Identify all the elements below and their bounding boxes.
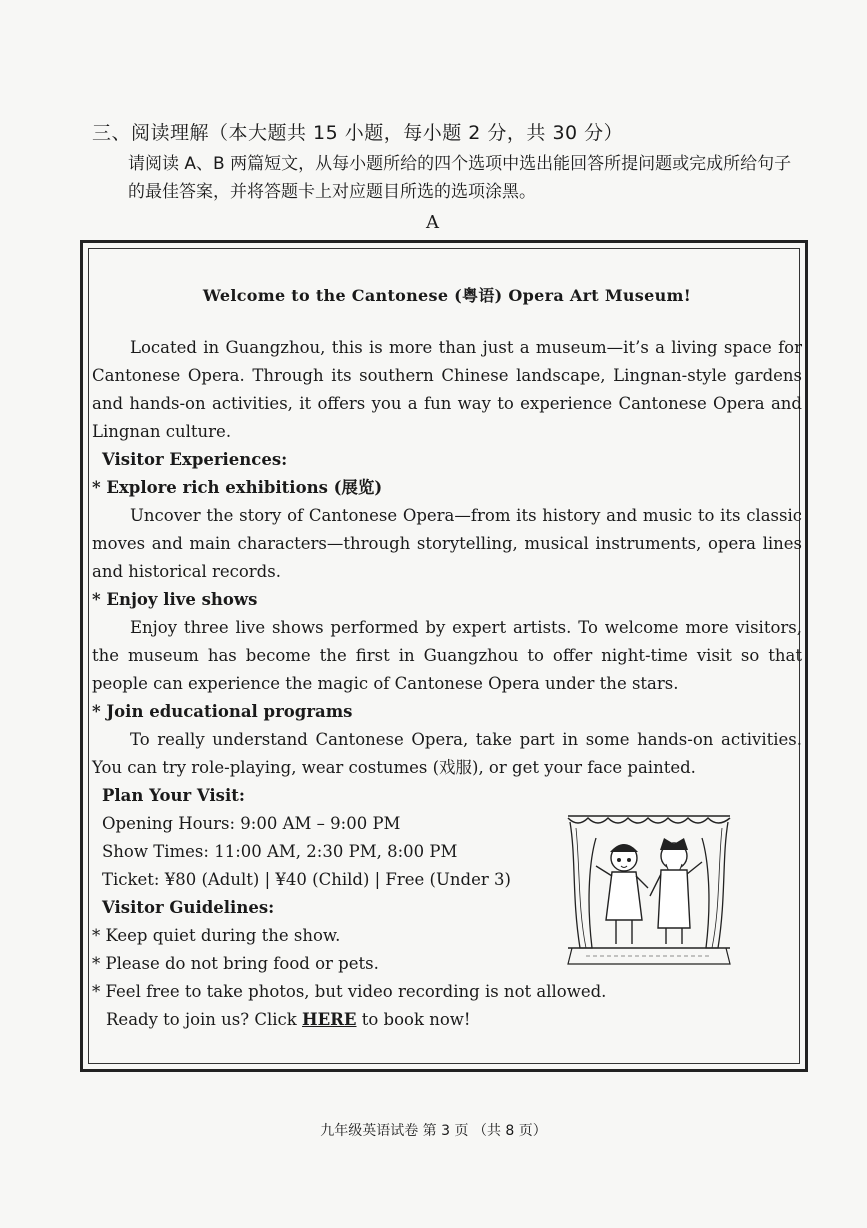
shows-heading: * Enjoy live shows (92, 590, 258, 609)
page-footer: 九年级英语试卷 第 3 页 （共 8 页） (320, 1123, 547, 1139)
section-heading: 三、阅读理解（本大题共 15 小题，每小题 2 分，共 30 分） (92, 122, 624, 144)
guideline-item: * Feel free to take photos, but video recording is not allowed. (92, 982, 607, 1001)
booking-line (92, 1006, 802, 1034)
shows-text: Enjoy three live shows performed by expert artists. To welcome more visitors, the museum has become the first in Guangzhou to offer night-time visit so that people can experience the magic of Cantonese Opera under the stars. (92, 618, 802, 693)
booking-text-before: Ready to join us? Click (106, 1010, 303, 1029)
ticket-prices: Ticket: ¥80 (Adult) | ¥40 (Child) | Free (Under 3) (102, 870, 511, 889)
passage-letter: A (426, 212, 439, 233)
section-instructions: 请阅读 A、B 两篇短文，从每小题所给的四个选项中选出能回答所提问题或完成所给句子的最佳答案，并将答题卡上对应题目所选的选项涂黑。 (128, 154, 792, 202)
opera-stage-illustration (566, 808, 732, 968)
show-times: Show Times: 11:00 AM, 2:30 PM, 8:00 PM (102, 842, 458, 861)
exhibitions-heading: * Explore rich exhibitions (展览) (92, 478, 383, 497)
guideline-item: * Please do not bring food or pets. (92, 954, 379, 973)
experiences-heading: Visitor Experiences: (102, 450, 288, 469)
intro-paragraph: Located in Guangzhou, this is more than just a museum—it’s a living space for Cantonese Opera. Through its southern Chinese landscape, Lingnan-style gardens and hands-on activities, it offers you a fun way to experience Cantonese Opera and Lingnan culture. (92, 338, 802, 441)
programs-heading: * Join educational programs (92, 702, 353, 721)
passage-title: Welcome to the Cantonese (粤语) Opera Art Museum! (202, 286, 692, 305)
plan-heading: Plan Your Visit: (102, 786, 245, 805)
booking-text-after: to book now! (356, 1010, 471, 1029)
guidelines-heading: Visitor Guidelines: (102, 898, 275, 917)
opening-hours: Opening Hours: 9:00 AM – 9:00 PM (102, 814, 401, 833)
book-here-link[interactable]: HERE (302, 1010, 357, 1029)
programs-text: To really understand Cantonese Opera, take part in some hands-on activities. You can try role-playing, wear costumes (戏服), or get your face painted. (92, 730, 802, 777)
exhibitions-text: Uncover the story of Cantonese Opera—from its history and music to its classic moves and main characters—through storytelling, musical instruments, opera lines and historical records. (92, 506, 802, 581)
guideline-item: * Keep quiet during the show. (92, 926, 341, 945)
